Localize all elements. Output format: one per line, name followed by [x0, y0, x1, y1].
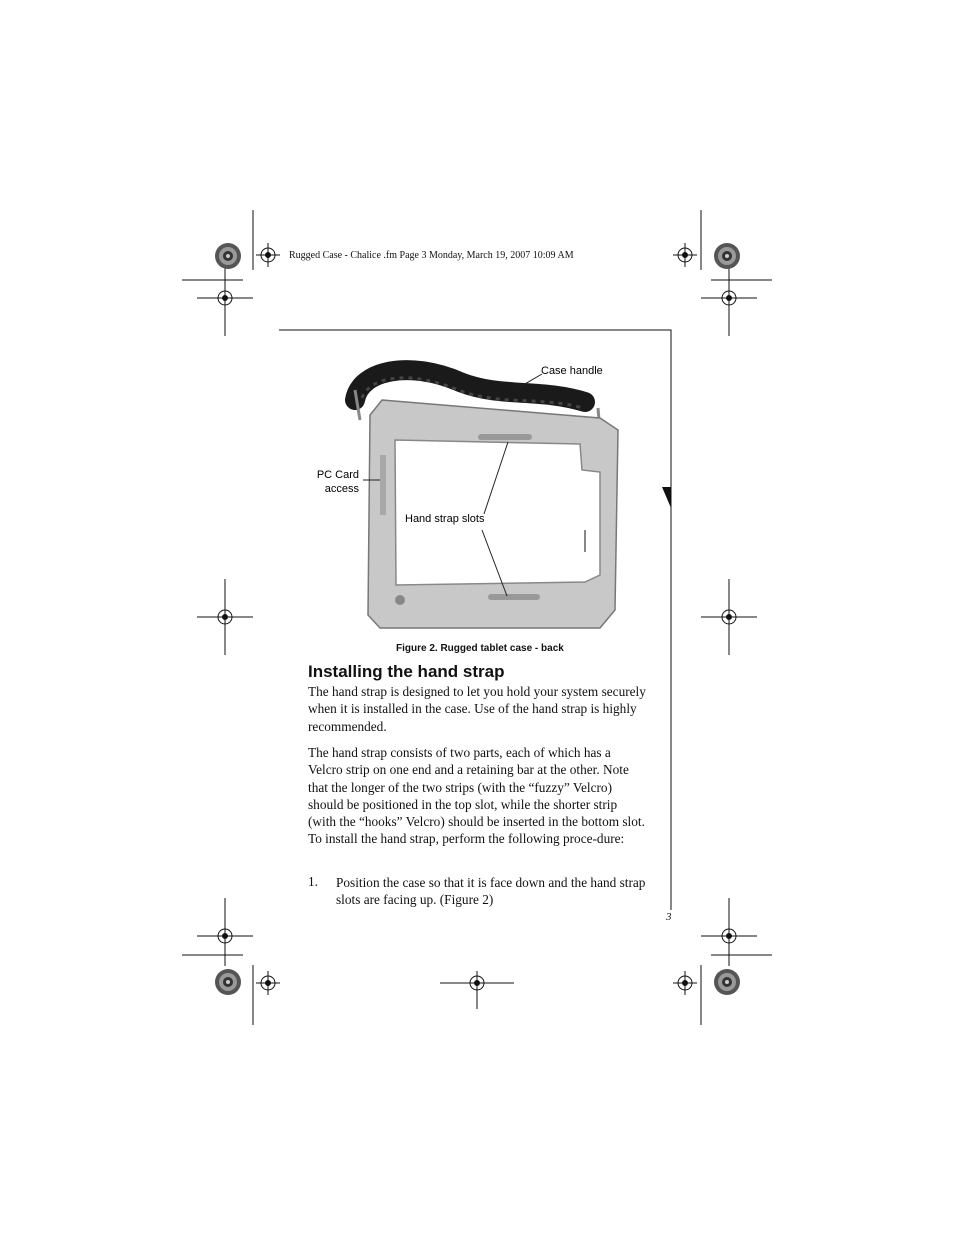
slug-line: Rugged Case - Chalice .fm Page 3 Monday, March 19, 2007 10:09 AM [289, 250, 574, 261]
thumb-tab-marker [662, 487, 671, 508]
rugged-case-illustration [300, 360, 640, 640]
label-pc-card-line1: PC Card [316, 469, 359, 481]
pc-card-opening [380, 455, 386, 515]
page-number: 3 [666, 911, 672, 923]
step-1-number: 1. [308, 874, 318, 889]
label-pc-card-line2: access [324, 483, 359, 495]
step-1-text: Position the case so that it is face down and the hand strap slots are facing up. (Figure 2) [336, 875, 646, 908]
label-hand-strap-slots: Hand strap slots [405, 513, 485, 525]
bottom-hand-strap-slot [488, 594, 540, 600]
paragraph-2: The hand strap consists of two parts, each of which has a Velcro strip on one end and a retaining bar at the other. Note that the longer of the two strips (with the “fuzzy” Velcro) should be positioned in the top slot, while the shorter strip (with the “hooks” Velcro) should be inserted in the bottom slot. To install the hand strap, perform the following proce-dure: [308, 745, 645, 847]
paragraph-1: The hand strap is designed to let you hold your system securely when it is installed in the case. Use of the hand strap is highly recommended. [308, 684, 646, 734]
label-case-handle: Case handle [541, 365, 603, 377]
figure-caption: Figure 2. Rugged tablet case - back [396, 643, 564, 654]
top-hand-strap-slot [478, 434, 532, 440]
section-heading: Installing the hand strap [308, 662, 505, 681]
